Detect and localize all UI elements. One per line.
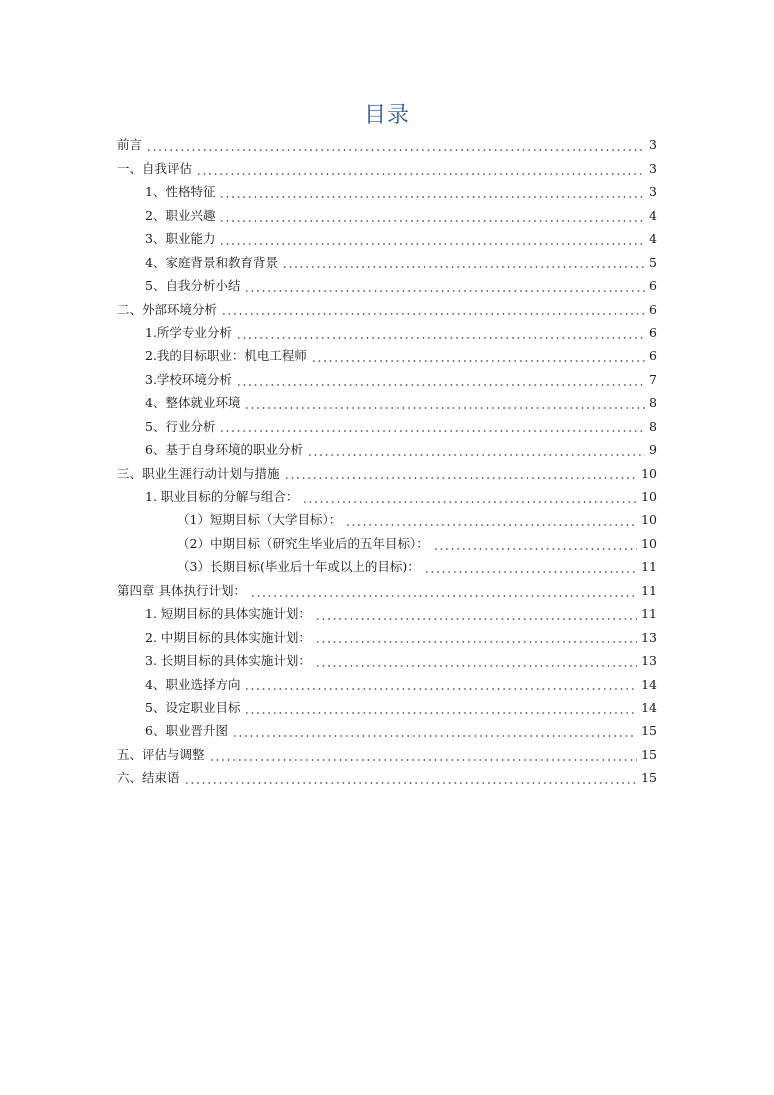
- toc-entry-page-number: 10: [641, 489, 657, 505]
- toc-entry-label: 五、评估与调整: [117, 746, 205, 762]
- toc-entry-page-number: 3: [649, 184, 657, 200]
- toc-entry-label: 5、自我分析小结: [145, 278, 241, 294]
- toc-entry-label: 2.我的目标职业：机电工程师: [145, 348, 307, 364]
- toc-entry-page-number: 6: [649, 324, 657, 340]
- toc-dot-leader: [244, 678, 637, 691]
- toc-entry-page-number: 14: [641, 676, 657, 692]
- toc-list: [117, 134, 657, 790]
- toc-entry-label: 3.学校环境分析: [145, 371, 232, 387]
- toc-entry[interactable]: [117, 228, 657, 251]
- toc-entry-label: 6、基于自身环境的职业分析: [145, 442, 303, 458]
- toc-entry-label: 二、外部环境分析: [117, 301, 218, 317]
- toc-dot-leader: [307, 444, 645, 457]
- toc-dot-leader: [315, 655, 637, 668]
- toc-dot-leader: [236, 374, 645, 387]
- toc-entry[interactable]: [117, 486, 657, 509]
- toc-entry[interactable]: [117, 767, 657, 790]
- toc-dot-leader: [219, 186, 645, 199]
- toc-entry-page-number: 8: [649, 395, 657, 411]
- toc-dot-leader: [209, 749, 638, 762]
- toc-entry[interactable]: [117, 579, 657, 602]
- toc-entry-label: 2、职业兴趣: [145, 207, 216, 223]
- toc-entry[interactable]: [117, 157, 657, 180]
- toc-dot-leader: [146, 139, 645, 152]
- toc-entry-page-number: 14: [641, 699, 657, 715]
- toc-dot-leader: [250, 585, 637, 598]
- toc-entry-page-number: 5: [649, 254, 657, 270]
- toc-entry-page-number: 11: [641, 582, 657, 598]
- toc-entry[interactable]: [117, 626, 657, 649]
- toc-dot-leader: [219, 420, 645, 433]
- toc-entry-label: 1.所学专业分析: [145, 324, 232, 340]
- toc-dot-leader: [284, 467, 638, 480]
- toc-entry-page-number: 3: [649, 160, 657, 176]
- toc-entry[interactable]: [117, 439, 657, 462]
- toc-entry[interactable]: [117, 204, 657, 227]
- toc-entry-page-number: 4: [649, 207, 657, 223]
- toc-entry[interactable]: [117, 720, 657, 743]
- toc-entry-page-number: 10: [641, 465, 657, 481]
- toc-entry-label: 一、自我评估: [117, 160, 193, 176]
- toc-entry-page-number: 11: [641, 559, 657, 575]
- toc-entry-page-number: 13: [641, 653, 657, 669]
- toc-entry-label: 六、结束语: [117, 770, 180, 786]
- toc-entry[interactable]: [117, 275, 657, 298]
- toc-entry-label: （1）短期目标（大学目标）：: [177, 512, 342, 528]
- toc-entry[interactable]: [117, 556, 657, 579]
- toc-entry-page-number: 9: [649, 442, 657, 458]
- toc-entry[interactable]: [117, 650, 657, 673]
- toc-dot-leader: [244, 702, 637, 715]
- toc-entry[interactable]: [117, 368, 657, 391]
- toc-entry-label: 2. 中期目标的具体实施计划：: [145, 629, 311, 645]
- toc-dot-leader: [345, 514, 637, 527]
- toc-entry-label: （2）中期目标（研究生毕业后的五年目标）：: [177, 535, 429, 551]
- toc-entry-label: 前言: [117, 137, 143, 153]
- toc-entry[interactable]: [117, 743, 657, 766]
- toc-entry[interactable]: [117, 697, 657, 720]
- toc-dot-leader: [433, 538, 637, 551]
- toc-entry[interactable]: [117, 345, 657, 368]
- toc-entry-label: 3、职业能力: [145, 231, 216, 247]
- toc-entry-label: 5、设定职业目标: [145, 699, 241, 715]
- toc-entry[interactable]: [117, 673, 657, 696]
- toc-dot-leader: [244, 280, 645, 293]
- toc-entry-label: 3. 长期目标的具体实施计划：: [145, 653, 311, 669]
- toc-entry-label: 1. 职业目标的分解与组合：: [145, 489, 299, 505]
- toc-entry[interactable]: [117, 392, 657, 415]
- toc-entry-page-number: 15: [641, 723, 657, 739]
- toc-entry[interactable]: [117, 532, 657, 555]
- toc-entry-label: 1、性格特征: [145, 184, 216, 200]
- toc-entry-page-number: 10: [641, 512, 657, 528]
- toc-dot-leader: [315, 631, 637, 644]
- toc-entry[interactable]: [117, 509, 657, 532]
- toc-title: 目录: [363, 103, 410, 128]
- toc-entry[interactable]: [117, 251, 657, 274]
- toc-entry-page-number: 10: [641, 535, 657, 551]
- toc-dot-leader: [302, 491, 637, 504]
- toc-entry[interactable]: [117, 181, 657, 204]
- toc-entry-label: 三、职业生涯行动计划与措施: [117, 465, 280, 481]
- toc-entry-label: （3）长期目标(毕业后十年或以上的目标)：: [177, 559, 420, 575]
- toc-entry-label: 6、职业晋升图: [145, 723, 228, 739]
- toc-dot-leader: [196, 163, 645, 176]
- toc-entry-page-number: 7: [649, 371, 657, 387]
- toc-entry-page-number: 15: [641, 746, 657, 762]
- toc-entry-label: 4、职业选择方向: [145, 676, 241, 692]
- toc-entry[interactable]: [117, 134, 657, 157]
- toc-entry-page-number: 6: [649, 301, 657, 317]
- toc-dot-leader: [221, 303, 645, 316]
- toc-entry-label: 4、整体就业环境: [145, 395, 241, 411]
- toc-entry[interactable]: [117, 603, 657, 626]
- toc-entry-label: 5、行业分析: [145, 418, 216, 434]
- toc-entry-label: 1. 短期目标的具体实施计划：: [145, 606, 311, 622]
- toc-dot-leader: [219, 210, 645, 223]
- toc-dot-leader: [311, 350, 645, 363]
- toc-entry[interactable]: [117, 415, 657, 438]
- toc-entry-label: 第四章 具体执行计划：: [117, 582, 246, 598]
- toc-entry-page-number: 13: [641, 629, 657, 645]
- toc-dot-leader: [315, 608, 637, 621]
- toc-dot-leader: [282, 256, 645, 269]
- toc-dot-leader: [232, 725, 637, 738]
- toc-entry-page-number: 3: [649, 137, 657, 153]
- toc-dot-leader: [219, 233, 645, 246]
- toc-entry-label: 4、家庭背景和教育背景: [145, 254, 278, 270]
- toc-dot-leader: [236, 327, 645, 340]
- toc-entry-page-number: 8: [649, 418, 657, 434]
- toc-entry[interactable]: [117, 462, 657, 485]
- toc-entry-page-number: 15: [641, 770, 657, 786]
- toc-entry-page-number: 11: [641, 606, 657, 622]
- toc-entry[interactable]: [117, 322, 657, 345]
- toc-entry-page-number: 6: [649, 278, 657, 294]
- toc-entry[interactable]: [117, 298, 657, 321]
- toc-entry-page-number: 6: [649, 348, 657, 364]
- toc-entry-page-number: 4: [649, 231, 657, 247]
- toc-dot-leader: [424, 561, 637, 574]
- toc-dot-leader: [244, 397, 645, 410]
- toc-dot-leader: [184, 772, 638, 785]
